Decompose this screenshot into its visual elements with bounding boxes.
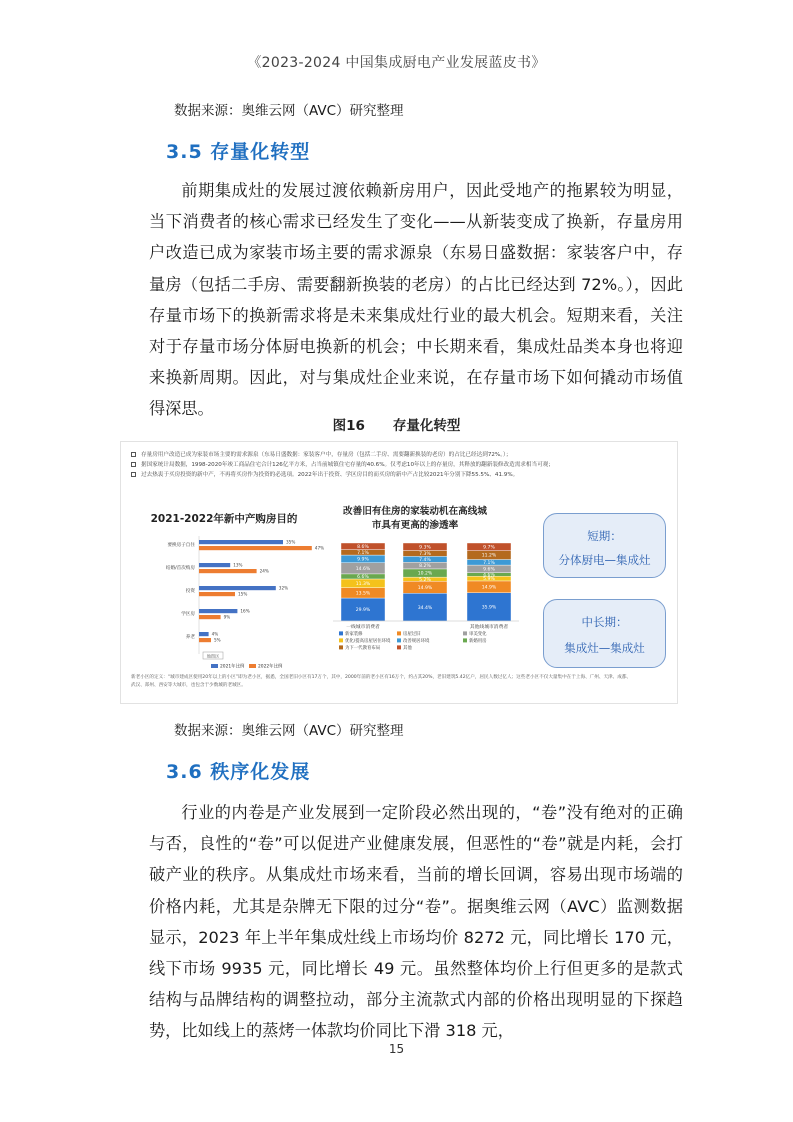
- figure-notes: [131, 450, 671, 481]
- segment-value-label: 9.3%: [419, 545, 431, 551]
- page-number: 15: [388, 1042, 405, 1056]
- legend-swatch: [463, 638, 467, 642]
- callout-short-term-value: 分体厨电—集成灶: [558, 553, 651, 567]
- bar-2021: [199, 563, 230, 567]
- figure-footnote: [131, 674, 671, 689]
- bar-value-label: 47%: [314, 545, 325, 551]
- callout-short-term: [543, 513, 666, 578]
- bar-value-label: 13%: [233, 562, 243, 568]
- callout-long-term-value: 集成灶—集成灶: [564, 641, 645, 655]
- bar-value-label: 5%: [214, 637, 221, 643]
- legend-label: 2022年比例: [258, 664, 283, 670]
- segment-value-label: 13.5%: [355, 591, 371, 597]
- legend-label: 其他: [403, 646, 412, 651]
- segment-value-label: 11.2%: [481, 553, 497, 559]
- segment-value-label: 7.1%: [483, 560, 495, 566]
- bullet-square-icon: [131, 462, 136, 467]
- paragraph-3-6: [149, 797, 683, 1047]
- segment-value-label: 29.9%: [355, 608, 371, 614]
- figure-16: [120, 441, 678, 704]
- legend-label: 优化/提高房屋居住环境: [345, 639, 391, 644]
- bar-2022: [199, 615, 221, 619]
- bar-2022: [199, 592, 235, 596]
- segment-value-label: 5.9%: [483, 577, 495, 583]
- segment-value-label: 7.4%: [419, 557, 431, 563]
- bar-value-label: 24%: [259, 568, 269, 574]
- legend-swatch: [211, 664, 218, 668]
- legend-swatch: [397, 645, 401, 649]
- figure-note-3-text: 过去热衷于买房投资的新中产，不再将买房作为投资的必选项。2022年出于投资、学区房目的而买房的新中产占比较2021年分别下降55.5%、41.9%。: [141, 472, 519, 479]
- legend-label: 房屋过旧: [403, 632, 421, 637]
- data-source-bottom: 数据来源：奥维云网（AVC）研究整理: [174, 723, 404, 739]
- callout-long-term-label: 中长期：: [581, 615, 628, 629]
- figure-title: 存量化转型: [392, 418, 461, 434]
- renovation-stacked-chart: [325, 539, 525, 671]
- legend-swatch: [339, 645, 343, 649]
- middle-chart-title: [341, 505, 489, 533]
- bar-2021: [199, 632, 209, 636]
- segment-value-label: 7.3%: [419, 552, 431, 558]
- bullet-square-icon: [131, 472, 136, 477]
- paragraph-3-5: [149, 175, 683, 425]
- category-label: 投资: [185, 589, 195, 594]
- segment-value-label: 8.6%: [357, 544, 369, 550]
- segment-value-label: 35.9%: [481, 605, 497, 611]
- figure-note-2: [131, 460, 671, 470]
- legend-label: 审美变化: [469, 632, 487, 637]
- segment-value-label: 8.2%: [419, 564, 431, 570]
- data-source-top: 数据来源：奥维云网（AVC）研究整理: [174, 103, 404, 119]
- figure-note-1: [131, 450, 671, 460]
- segment-value-label: 9.7%: [483, 545, 495, 551]
- legend-swatch: [249, 664, 256, 668]
- bar-value-label: 35%: [286, 539, 296, 545]
- segment-value-label: 7.1%: [357, 550, 369, 556]
- bar-value-label: 16%: [240, 608, 250, 614]
- segment-value-label: 14.6%: [355, 566, 371, 572]
- page-header: 《2023-2024 中国集成厨电产业发展蓝皮书》: [247, 55, 546, 71]
- figure-caption: [0, 414, 793, 434]
- middle-chart-title-line1: 改善旧有住房的家装动机在高线城: [343, 506, 487, 517]
- legend-label: 改善规居环境: [403, 639, 430, 644]
- callout-long-term: [543, 599, 666, 668]
- callout-short-term-label: 短期：: [587, 529, 622, 543]
- segment-value-label: 14.9%: [417, 585, 433, 591]
- bar-value-label: 4%: [211, 631, 219, 637]
- legend-label: 2021年比例: [220, 664, 245, 670]
- bar-2021: [199, 609, 237, 613]
- legend-label: 新婚用房: [469, 639, 487, 644]
- bar-2022: [199, 546, 312, 550]
- left-chart-title: 2021-2022年新中产购房目的: [150, 513, 298, 525]
- figure-footnote-line1: 新老小区的定义：“城市建成区使用20年以上的小区”即为老小区，据悉，全国老旧小区有17万个，其中，2000年前的老小区有16万个，约占其20%，老旧建筑5.42亿户，居民人数过亿人；这些老小区不仅大量集中在于上海、广州、天津、成都、: [131, 675, 632, 680]
- paragraph-3-5-text: 前期集成灶的发展过渡依赖新房用户，因此受地产的拖累较为明显，当下消费者的核心需求已经发生了变化——从新装变成了换新，存量房用户改造已成为家装市场主要的需求源泉（东易日盛数据：家装客户中，存量房（包括二手房、需要翻新换装的老房）的占比已经达到 72%。），因此存量市场下的换新需求将是未来集成灶行业的最大机会。短期来看，关注对于存量市场分体厨电换新的机会；中长期来看，集成灶品类本身也将迎来换新周期。因此，对与集成灶企业来说，在存量市场下如何撬动市场值得深思。: [149, 181, 683, 419]
- figure-note-3: [131, 470, 671, 480]
- bar-value-label: 9%: [223, 614, 231, 620]
- segment-value-label: 11.3%: [355, 581, 371, 587]
- section-title-3-6: 3.6 秩序化发展: [166, 761, 311, 783]
- figure-footnote-line2: 武汉、郑州、西安等大城市，也包含于少数城的老城区。: [131, 682, 246, 688]
- figure-note-1-text: 存量房用户改造已成为家装市场主要的需求源泉（东易日盛数据：家装客户中，存量房（包括二手房、需要翻新换装的老房）的占比已经达到72%。）；: [141, 452, 512, 458]
- legend-swatch: [397, 638, 401, 642]
- segment-value-label: 9.6%: [483, 567, 495, 573]
- legend-swatch: [397, 631, 401, 635]
- legend-swatch: [463, 631, 467, 635]
- segment-value-label: 4.6%: [483, 573, 495, 579]
- segment-value-label: 14.9%: [481, 585, 497, 591]
- column-category-label: 一线城市消费者: [346, 625, 380, 630]
- bar-value-label: 15%: [238, 591, 248, 597]
- segment-value-label: 6.6%: [357, 575, 369, 581]
- middle-chart-title-line2: 市具有更高的渗透率: [371, 520, 459, 531]
- purpose-bar-chart: [131, 532, 326, 672]
- figure-label: 图16: [332, 418, 365, 434]
- bar-2021: [199, 540, 283, 544]
- category-label: 结婚/首次购房: [165, 566, 195, 571]
- legend-swatch: [339, 638, 343, 642]
- bar-value-label: 32%: [278, 585, 289, 591]
- paragraph-3-6-text: 行业的内卷是产业发展到一定阶段必然出现的，“卷”没有绝对的正确与否，良性的“卷”可以促进产业健康发展，但恶性的“卷”就是内耗，会打破产业的秩序。从集成灶市场来看，当前的增长回调，容易出现市场端的价格内耗，尤其是杂牌无下限的过分“卷”。据奥维云网（AVC）监测数据显示，2023 年上半年集成灶线上市场均价 8272 元，同比增长 170 元，线下市场 9935 元，同比增长 49 元。虽然整体均价上行但更多的是款式结构与品牌结构的调整拉动，部分主流款式内部的价格出现明显的下探趋势，比如线上的蒸烤一体款均价同比下滑 318 元，: [149, 803, 683, 1041]
- category-label: 养老: [185, 635, 195, 640]
- bar-2022: [199, 569, 257, 573]
- segment-value-label: 10.2%: [417, 571, 433, 577]
- column-category-label: 其他线城市消费者: [469, 625, 509, 630]
- bar-2022: [199, 638, 211, 642]
- segment-value-label: 34.4%: [417, 605, 433, 611]
- category-label: 学区房: [181, 612, 195, 617]
- legend-swatch: [339, 631, 343, 635]
- segment-value-label: 9.9%: [357, 557, 369, 563]
- bar-2021: [199, 586, 276, 590]
- figure-note-2-text: 据国家统计局数据，1998-2020年竣工商品住宅合计126亿平方米，占当前城镇住宅存量的40.6%。仅考虑10年以上的存量房，其释放的翻新装修改造需求相当可观；: [141, 462, 554, 469]
- legend-label: 为下一代教育布局: [345, 646, 381, 651]
- legend-label: 新家装修: [345, 632, 363, 637]
- legend-box-label: 地图区: [206, 653, 220, 659]
- segment-value-label: 5.2%: [419, 577, 431, 583]
- category-label: 要换房子自住: [167, 543, 195, 548]
- bullet-square-icon: [131, 452, 136, 457]
- section-title-3-5: 3.5 存量化转型: [166, 141, 311, 163]
